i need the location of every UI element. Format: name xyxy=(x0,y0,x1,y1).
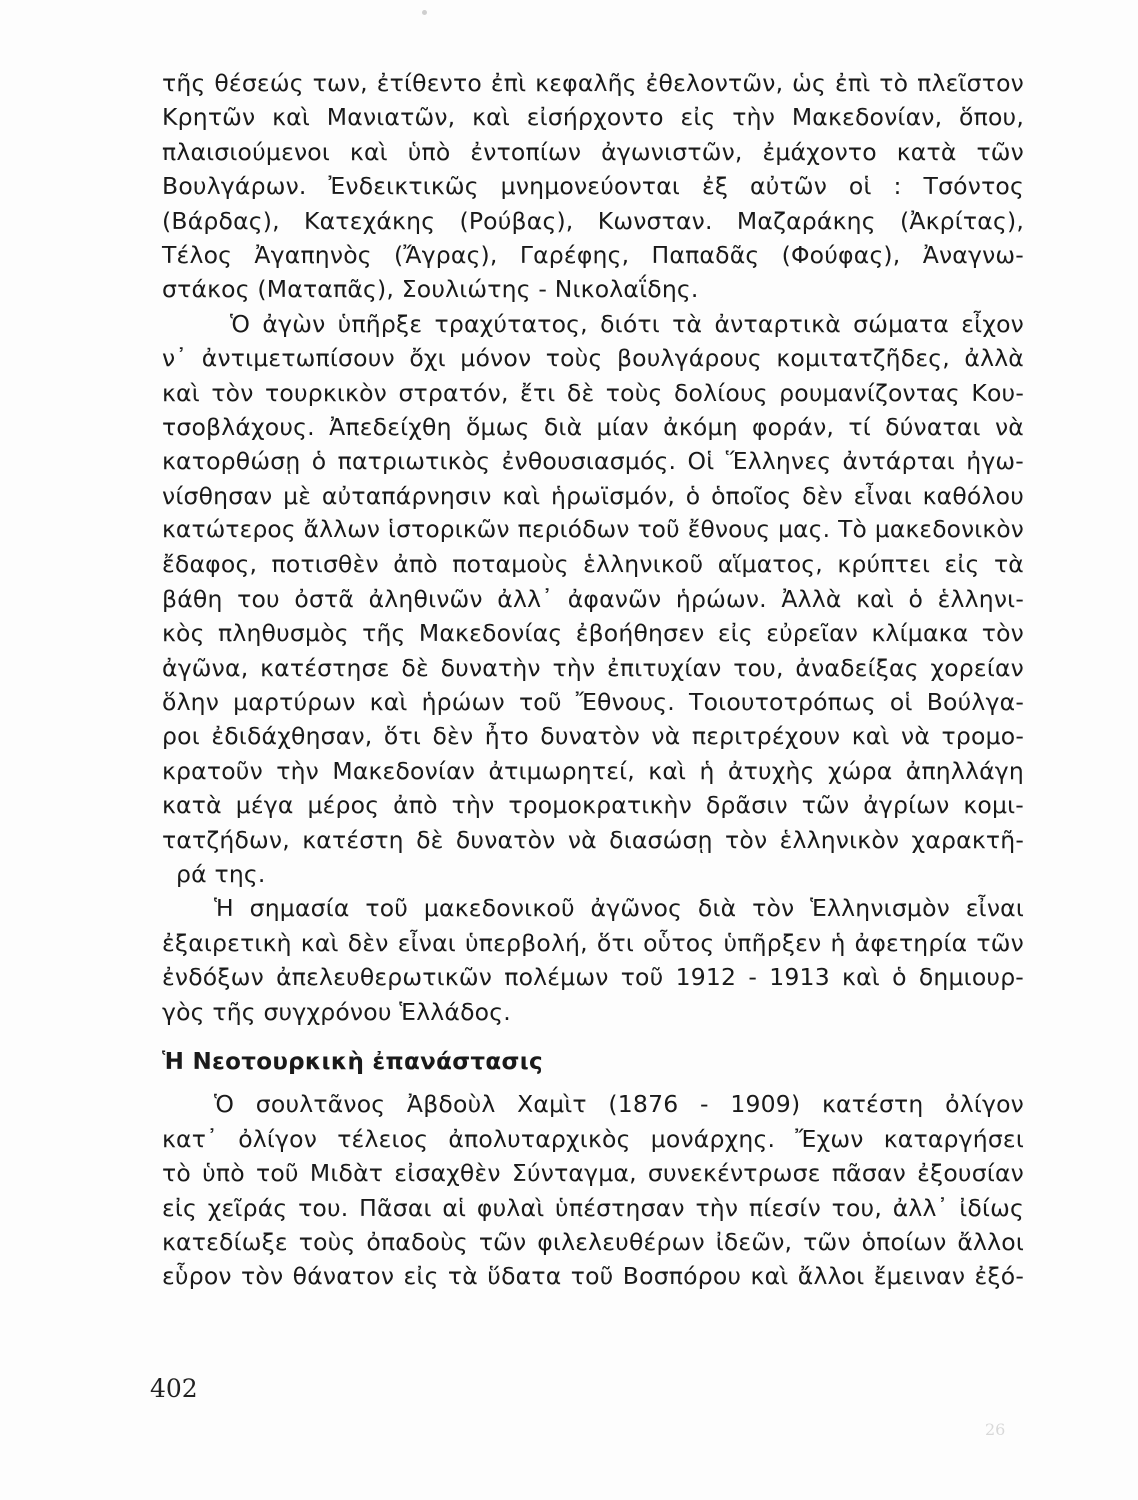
text-line: (Βάρδας), Κατεχάκης (Ρούβας), Κωνσταν. Μαζαράκης (Ἀκρίτας), xyxy=(162,206,1024,235)
text-line: στάκος (Ματαπᾶς), Σουλιώτης - Νικολαΐδης. xyxy=(162,275,699,304)
text-line: εὗρον τὸν θάνατον εἰς τὰ ὕδατα τοῦ Βοσπόρου καὶ ἄλλοι ἔμειναν ἐξό- xyxy=(162,1262,1024,1291)
text-line: κὸς πληθυσμὸς τῆς Μακεδονίας ἐβοήθησεν εἰς εὐρεῖαν κλίμακα τὸν xyxy=(162,619,1024,648)
text-line: κατ᾽ ὀλίγον τέλειος ἀπολυταρχικὸς μονάρχης. Ἔχων καταργήσει xyxy=(162,1124,1024,1153)
text-line: ροι ἐδιδάχθησαν, ὅτι δὲν ἦτο δυνατὸν νὰ περιτρέχουν καὶ νὰ τρομο- xyxy=(162,722,1024,751)
text-line: γὸς τῆς συγχρόνου Ἑλλάδος. xyxy=(162,997,511,1026)
main-text xyxy=(162,66,1024,1294)
text-line: ὅλην μαρτύρων καὶ ἡρώων τοῦ Ἔθνους. Τοιουτοτρόπως οἱ Βούλγα- xyxy=(162,688,1024,717)
text-line: κατὰ μέγα μέρος ἀπὸ τὴν τρομοκρατικὴν δρᾶσιν τῶν ἀγρίων κομι- xyxy=(162,791,1024,820)
text-line: κρατοῦν τὴν Μακεδονίαν ἀτιμωρητεί, καὶ ἡ ἀτυχὴς χώρα ἀπηλλάγη xyxy=(162,756,1024,785)
text-line: τατζήδων, κατέστη δὲ δυνατὸν νὰ διασώσῃ τὸν ἑλληνικὸν χαρακτῆ- xyxy=(162,825,1024,854)
show-through-page-number: 26 xyxy=(985,1420,1006,1439)
text-line: βάθη του ὀστᾶ ἀληθινῶν ἀλλ᾽ ἀφανῶν ἡρώων. Ἀλλὰ καὶ ὁ ἑλληνι- xyxy=(162,584,1024,613)
text-line: τὸ ὑπὸ τοῦ Μιδὰτ εἰσαχθὲν Σύνταγμα, συνεκέντρωσε πᾶσαν ἐξουσίαν xyxy=(162,1159,1024,1188)
text-line: κατώτερος ἄλλων ἱστορικῶν περιόδων τοῦ ἔθνους μας. Τὸ μακεδονικὸν xyxy=(162,516,1024,544)
text-line: ἐξαιρετικὴ καὶ δὲν εἶναι ὑπερβολή, ὅτι οὗτος ὑπῆρξεν ἡ ἀφετηρία τῶν xyxy=(162,928,1024,957)
text-line: ἔδαφος, ποτισθὲν ἀπὸ ποταμοὺς ἑλληνικοῦ αἵματος, κρύπτει εἰς τὰ xyxy=(162,550,1024,579)
text-line: τῆς θέσεώς των, ἐτίθεντο ἐπὶ κεφαλῆς ἐθελοντῶν, ὡς ἐπὶ τὸ πλεῖστον xyxy=(162,69,1024,97)
text-line: καὶ τὸν τουρκικὸν στρατόν, ἔτι δὲ τοὺς δολίους ρουμανίζοντας Κου- xyxy=(162,378,1024,407)
text-line: ἀγῶνα, κατέστησε δὲ δυνατὴν τὴν ἐπιτυχίαν του, ἀναδείξας χορείαν xyxy=(162,653,1024,682)
text-line: Ὁ ἀγὼν ὑπῆρξε τραχύτατος, διότι τὰ ἀνταρτικὰ σώματα εἶχον xyxy=(230,309,1024,338)
text-line: κατεδίωξε τοὺς ὀπαδοὺς τῶν φιλελευθέρων ἰδεῶν, τῶν ὁποίων ἄλλοι xyxy=(162,1227,1024,1256)
text-line: κατορθώσῃ ὁ πατριωτικὸς ἐνθουσιασμός. Οἱ Ἕλληνες ἀντάρται ἠγω- xyxy=(162,447,1024,476)
text-line: ρά της. xyxy=(176,859,266,888)
text-line: Κρητῶν καὶ Μανιατῶν, καὶ εἰσήρχοντο εἰς τὴν Μακεδονίαν, ὅπου, xyxy=(162,103,1024,132)
text-line: πλαισιούμενοι καὶ ὑπὸ ἐντοπίων ἀγωνιστῶν, ἐμάχοντο κατὰ τῶν xyxy=(162,137,1024,166)
text-line: τσοβλάχους. Ἀπεδείχθη ὅμως διὰ μίαν ἀκόμη φοράν, τί δύναται νὰ xyxy=(162,412,1024,441)
text-line: ἐνδόξων ἀπελευθερωτικῶν πολέμων τοῦ 1912 - 1913 καὶ ὁ δημιουρ- xyxy=(162,963,1024,992)
page-number: 402 xyxy=(150,1374,198,1403)
text-line: Βουλγάρων. Ἐνδεικτικῶς μνημονεύονται ἐξ αὐτῶν οἱ : Τσόντος xyxy=(162,172,1024,201)
text-line: εἰς χεῖράς του. Πᾶσαι αἱ φυλαὶ ὑπέστησαν τὴν πίεσίν του, ἀλλ᾽ ἰδίως xyxy=(162,1193,1024,1222)
text-line: Ἡ σημασία τοῦ μακεδονικοῦ ἀγῶνος διὰ τὸν Ἑλληνισμὸν εἶναι xyxy=(214,894,1024,923)
text-line: Τέλος Ἀγαπηνὸς (Ἄγρας), Γαρέφης, Παπαδᾶς (Φούφας), Ἀναγνω- xyxy=(162,240,1024,269)
text-line: νίσθησαν μὲ αὐταπάρνησιν καὶ ἡρωϊσμόν, ὁ ὁποῖος δὲν εἶναι καθόλου xyxy=(162,481,1024,510)
text-line: ν᾽ ἀντιμετωπίσουν ὄχι μόνον τοὺς βουλγάρους κομιτατζῆδες, ἀλλὰ xyxy=(162,344,1024,373)
text-line: Ὁ σουλτᾶνος Ἀβδοὺλ Χαμὶτ (1876 - 1909) κατέστη ὀλίγον xyxy=(214,1090,1024,1119)
print-speck xyxy=(422,10,427,15)
section-heading: Ἡ Νεοτουρκικὴ ἐπανάστασις xyxy=(162,1048,543,1075)
